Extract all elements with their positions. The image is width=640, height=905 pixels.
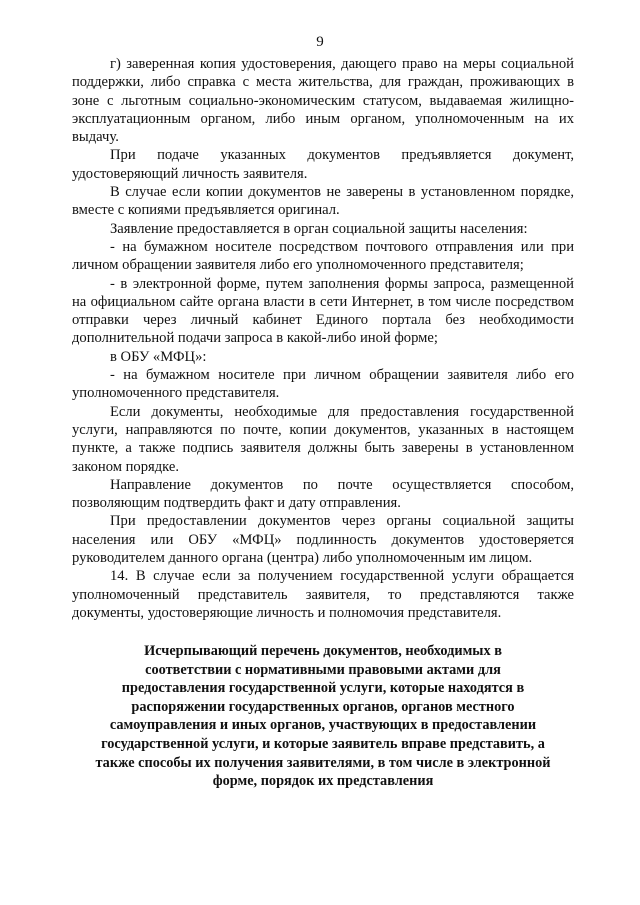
paragraph: - на бумажном носителе посредством почтового отправления или при личном обращении заявителя либо его уполномоченного представителя; — [72, 238, 574, 274]
document-body — [72, 55, 574, 622]
heading-line: государственной услуги, и которые заявитель вправе представить, а — [101, 735, 545, 752]
paragraph: Направление документов по почте осуществляется способом, позволяющим подтвердить факт и дату отправления. — [72, 476, 574, 512]
paragraph: г) заверенная копия удостоверения, дающего право на меры социальной поддержки, либо справка с места жительства, для граждан, проживающих в зоне с льготным социально-экономическим статусом, выдаваемая жилищно-эксплуатационным органом, либо иным органом, уполномоченным на их выдачу. — [72, 56, 574, 146]
paragraph: Если документы, необходимые для предоставления государственной услуги, направляются по почте, копии документов, указанных в настоящем пункте, а также подпись заявителя должны быть заверены в установленном законом порядке. — [72, 403, 574, 475]
section-heading — [72, 642, 574, 791]
heading-line: предоставления государственной услуги, которые находятся в — [121, 680, 525, 697]
heading-line: Исчерпывающий перечень документов, необходимых в — [144, 643, 502, 659]
heading-line: соответствии с нормативными правовыми актами для — [145, 661, 501, 678]
paragraph: в ОБУ «МФЦ»: — [110, 348, 207, 365]
paragraph: 14. В случае если за получением государственной услуги обращается уполномоченный представитель заявителя, то представляются также документы, удостоверяющие личность и полномочия представителя. — [72, 568, 574, 621]
paragraph: - в электронной форме, путем заполнения формы запроса, размещенной на официальном сайте органа власти в сети Интернет, в том числе посредством отправки через личный кабинет Единого портала без необходимости дополнительной подачи запроса в какой-либо иной форме; — [72, 275, 574, 347]
heading-line: форме, порядок их представления — [212, 773, 434, 790]
page-number: 9 — [316, 34, 324, 50]
heading-line: также способы их получения заявителями, в том числе в электронной — [95, 754, 551, 771]
paragraph: В случае если копии документов не заверены в установленном порядке, вместе с копиями предъявляется оригинал. — [72, 184, 574, 219]
paragraph: Заявление предоставляется в орган социальной защиты населения: — [110, 220, 528, 237]
heading-line: самоуправления и иных органов, участвующих в предоставлении — [109, 717, 537, 734]
paragraph: При предоставлении документов через органы социальной защиты населения или ОБУ «МФЦ» подлинность документов удостоверяется руководителем данного органа (центра) либо уполномоченным им лицом. — [72, 513, 574, 567]
heading-line: распоряжении государственных органов, органов местного — [131, 698, 515, 715]
paragraph: - на бумажном носителе при личном обращении заявителя либо его уполномоченного представителя. — [72, 367, 574, 402]
paragraph: При подаче указанных документов предъявляется документ, удостоверяющий личность заявителя. — [72, 147, 574, 182]
